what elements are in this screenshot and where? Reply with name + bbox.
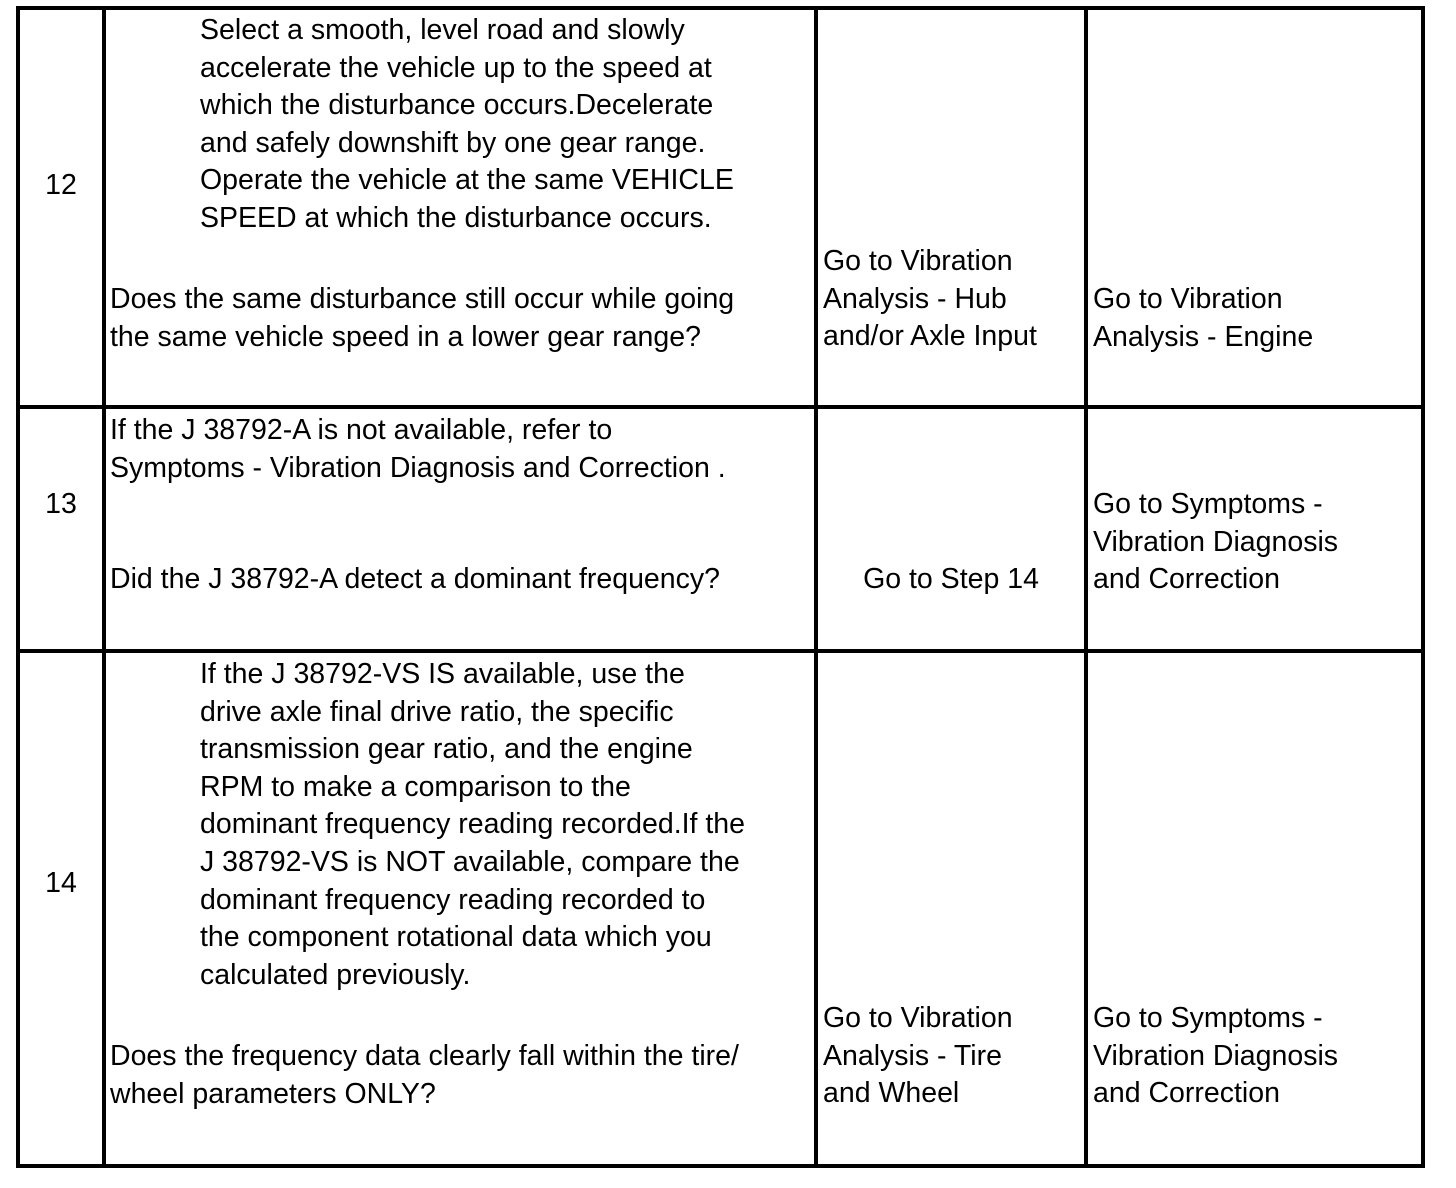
no-result	[1093, 1000, 1417, 1113]
action-line: dominant frequency reading recorded to	[200, 883, 706, 916]
result-line: Analysis - Engine	[1093, 320, 1314, 353]
question-line: Does the frequency data clearly fall within the tire/	[110, 1040, 739, 1072]
action-line: the component rotational data which you	[200, 921, 712, 954]
action-line: calculated previously.	[200, 958, 471, 991]
result-line: and Correction	[1093, 563, 1280, 596]
yes-result	[818, 561, 1084, 599]
action-line: accelerate the vehicle up to the speed at	[200, 51, 712, 84]
no-result	[1093, 486, 1417, 599]
step-number: 14	[45, 867, 77, 899]
no-result-cell	[1086, 651, 1423, 1166]
question-line: wheel parameters ONLY?	[110, 1077, 436, 1110]
action-line: J 38792-VS is NOT available, compare the	[200, 845, 740, 878]
no-result-cell	[1086, 8, 1423, 407]
action-line: and safely downshift by one gear range.	[200, 126, 706, 159]
diagnostic-table	[16, 6, 1425, 1168]
result-line: and Correction	[1093, 1077, 1280, 1110]
result-line: Go to Vibration	[823, 245, 1013, 277]
action-question	[110, 281, 810, 356]
result-line: Go to Step 14	[863, 563, 1039, 595]
action-question	[110, 1038, 810, 1113]
step-number-cell	[18, 407, 104, 651]
result-line: and Wheel	[823, 1077, 960, 1110]
no-result-cell	[1086, 407, 1423, 651]
step-number-cell	[18, 651, 104, 1166]
action-line: If the J 38792-VS IS available, use the	[200, 658, 685, 690]
yes-result	[823, 1000, 1080, 1113]
action-instructions	[200, 12, 808, 238]
table-row	[18, 651, 1423, 1166]
action-instructions	[110, 412, 810, 487]
step-number: 13	[45, 488, 77, 520]
action-cell	[104, 8, 816, 407]
action-line: Symptoms - Vibration Diagnosis and Correction .	[110, 451, 726, 484]
result-line: Go to Symptoms -	[1093, 1002, 1323, 1034]
action-line: Operate the vehicle at the same VEHICLE	[200, 164, 734, 197]
action-line: dominant frequency reading recorded.If the	[200, 808, 746, 841]
action-line: which the disturbance occurs.Decelerate	[200, 89, 714, 122]
action-line: Select a smooth, level road and slowly	[200, 14, 685, 46]
action-line: RPM to make a comparison to the	[200, 770, 631, 803]
question-line: the same vehicle speed in a lower gear range?	[110, 320, 701, 353]
result-line: Analysis - Tire	[823, 1039, 1002, 1072]
table-row	[18, 407, 1423, 651]
result-line: Vibration Diagnosis	[1093, 525, 1339, 558]
question-line: Does the same disturbance still occur while going	[110, 283, 735, 315]
result-line: Go to Symptoms -	[1093, 488, 1323, 520]
question-line: Did the J 38792-A detect a dominant frequency?	[110, 563, 720, 595]
action-line: If the J 38792-A is not available, refer to	[110, 414, 613, 446]
action-instructions	[200, 656, 808, 994]
no-result	[1093, 281, 1417, 356]
result-line: Vibration Diagnosis	[1093, 1039, 1339, 1072]
yes-result-cell	[816, 8, 1086, 407]
yes-result	[823, 243, 1080, 356]
action-line: transmission gear ratio, and the engine	[200, 733, 693, 766]
action-line: drive axle final drive ratio, the specific	[200, 695, 674, 728]
action-cell	[104, 651, 816, 1166]
result-line: Analysis - Hub	[823, 282, 1007, 315]
action-question	[110, 561, 810, 599]
yes-result-cell	[816, 407, 1086, 651]
result-line: Go to Vibration	[823, 1002, 1013, 1034]
result-line: Go to Vibration	[1093, 283, 1283, 315]
step-number-cell	[18, 8, 104, 407]
step-number: 12	[45, 169, 77, 201]
action-line: SPEED at which the disturbance occurs.	[200, 201, 712, 234]
yes-result-cell	[816, 651, 1086, 1166]
result-line: and/or Axle Input	[823, 320, 1037, 353]
table-row	[18, 8, 1423, 407]
action-cell	[104, 407, 816, 651]
